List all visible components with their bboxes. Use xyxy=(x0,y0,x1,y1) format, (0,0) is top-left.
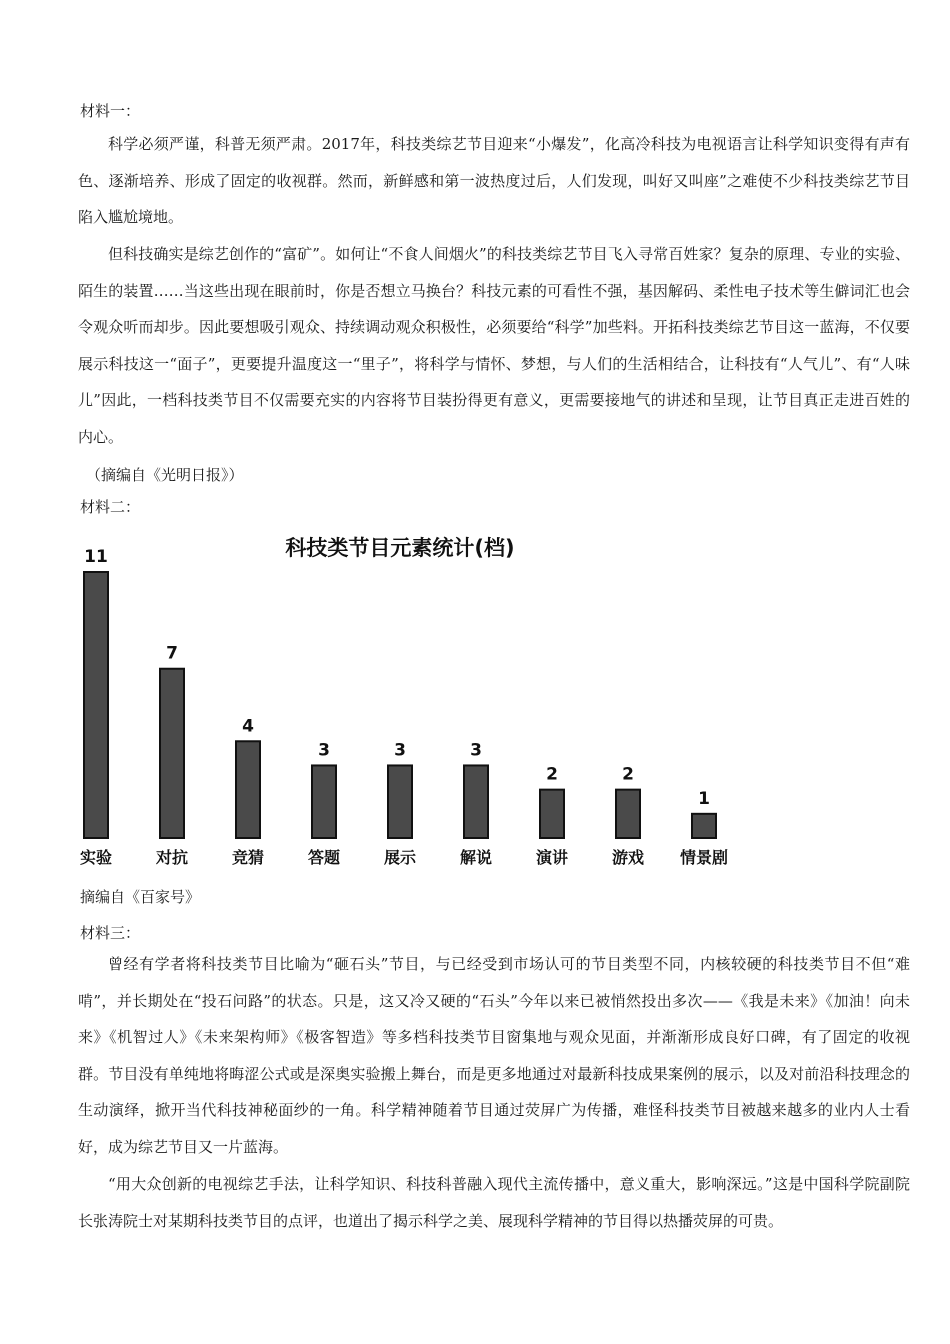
bar-5 xyxy=(464,765,488,838)
value-label-2: 4 xyxy=(242,716,254,737)
category-label-1: 对抗 xyxy=(155,848,189,867)
chart-title: 科技类节目元素统计(档) xyxy=(285,536,515,560)
value-label-0: 11 xyxy=(84,547,108,567)
bar-6 xyxy=(540,790,564,838)
material2-source: 摘编自《百家号》 xyxy=(80,888,201,906)
category-label-8: 情景剧 xyxy=(679,848,729,867)
material3-label: 材料三： xyxy=(80,924,141,942)
bar-8 xyxy=(692,814,716,838)
bar-4 xyxy=(388,765,412,838)
material2-label: 材料二： xyxy=(80,498,141,516)
category-label-6: 演讲 xyxy=(535,848,569,867)
value-label-8: 1 xyxy=(698,788,710,809)
bar-0 xyxy=(84,572,108,838)
bar-7 xyxy=(616,790,640,838)
material3-paragraph-1: 曾经有学者将科技类节目比喻为“砸石头”节目，与已经受到市场认可的节目类型不同，内核较硬的科技类节目不但“难啃”，并长期处在“投石问路”的状态。只是，这又冷又硬的“石头”今年以来已被悄然投出多次——《我是未来》《加油！向未来》《机智过人》《未来架构师》《极客智造》等多档科技类节目窗集地与观众见面，并渐渐形成良好口碑，有了固定的收视群。节目没有单纯地将晦涩公式或是深奥实验搬上舞台，而是更多地通过对最新科技成果案例的展示，以及对前沿科技理念的生动演绎，掀开当代科技神秘面纱的一角。科学精神随着节目通过荧屏广为传播，难怪科技类节目被越来越多的业内人士看好，成为综艺节目又一片蓝海。 xyxy=(78,955,910,1156)
element-statistics-bar-chart xyxy=(70,520,750,880)
value-label-5: 3 xyxy=(470,740,482,761)
category-label-7: 游戏 xyxy=(611,848,645,867)
material3-paragraph-2: “用大众创新的电视综艺手法，让科学知识、科技科普融入现代主流传播中，意义重大，影响深远。”这是中国科学院副院长张涛院士对某期科技类节目的点评，也道出了揭示科学之美、展现科学精神的节目得以热播荧屏的可贵。 xyxy=(78,1175,910,1230)
bar-2 xyxy=(236,741,260,838)
category-label-2: 竞猜 xyxy=(231,848,265,867)
value-label-4: 3 xyxy=(394,740,406,761)
bar-1 xyxy=(160,669,184,838)
category-label-3: 答题 xyxy=(307,848,341,867)
category-label-5: 解说 xyxy=(459,848,493,867)
value-label-1: 7 xyxy=(166,643,178,664)
value-label-7: 2 xyxy=(622,764,634,785)
material1-paragraph-1: 科学必须严谨，科普无须严肃。2017年，科技类综艺节目迎来“小爆发”，化高冷科技为电视语言让科学知识变得有声有色、逐渐培养、形成了固定的收视群。然而，新鲜感和第一波热度过后，人们发现，叫好又叫座”之难使不少科技类综艺节目陷入尴尬境地。 xyxy=(78,135,910,226)
material1-paragraph-2: 但科技确实是综艺创作的“富矿”。如何让“不食人间烟火”的科技类综艺节目飞入寻常百姓家？复杂的原理、专业的实验、陌生的装置……当这些出现在眼前时，你是否想立马换台？科技元素的可看性不强，基因解码、柔性电子技术等生僻词汇也会令观众听而却步。因此要想吸引观众、持续调动观众积极性，必须要给“科学”加些料。开拓科技类综艺节目这一蓝海，不仅要展示科技这一“面子”，更要提升温度这一“里子”，将科学与情怀、梦想，与人们的生活相结合，让科技有“人气儿”、有“人味儿”因此，一档科技类节目不仅需要充实的内容将节目装扮得更有意义，更需要接地气的讲述和呈现，让节目真正走进百姓的内心。 xyxy=(78,245,910,446)
category-label-0: 实验 xyxy=(79,848,113,867)
bar-3 xyxy=(312,765,336,838)
material1-label: 材料一： xyxy=(80,102,141,120)
value-label-6: 2 xyxy=(546,764,558,785)
category-label-4: 展示 xyxy=(383,848,417,867)
material1-source: （摘编自《光明日报》） xyxy=(86,466,244,484)
value-label-3: 3 xyxy=(318,740,330,761)
